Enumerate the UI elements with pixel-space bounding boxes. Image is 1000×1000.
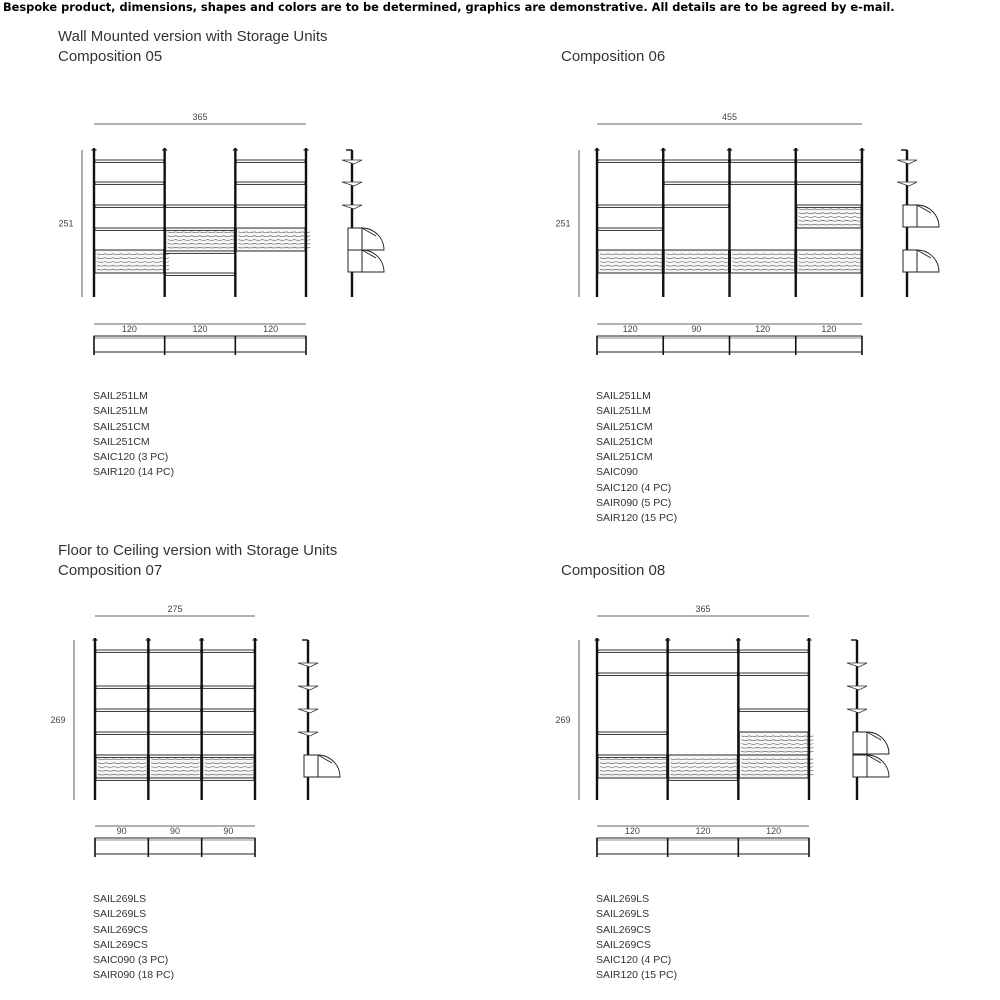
side-view-storage-unit	[348, 228, 362, 250]
side-view-door-swing	[362, 250, 384, 272]
height-label: 269	[555, 715, 571, 725]
side-view-shelf	[298, 686, 318, 690]
product-code: SAIR090 (18 PC)	[93, 969, 175, 982]
side-view-shelf	[298, 709, 318, 713]
product-code: SAIC120 (4 PC)	[596, 481, 672, 494]
shelf	[203, 709, 254, 711]
product-code: SAIL251CM	[596, 435, 653, 448]
shelf	[598, 205, 662, 207]
shelf	[669, 778, 738, 780]
side-view-shelf	[847, 686, 867, 690]
shelf	[203, 778, 254, 780]
product-code: SAIL251LM	[93, 390, 148, 402]
shelf	[797, 205, 861, 207]
shelf	[598, 228, 662, 230]
shelf	[149, 686, 200, 688]
shelf	[95, 182, 164, 184]
composition-08-code-list	[596, 892, 677, 984]
composition-06-title: Composition 06	[561, 48, 666, 65]
shelf	[236, 182, 305, 184]
side-view-storage-unit	[348, 250, 362, 272]
side-view-door-swing	[917, 250, 939, 272]
plan-view-outline	[95, 838, 255, 854]
product-code: SAIL251LM	[596, 405, 651, 418]
side-view-storage-unit	[903, 205, 917, 227]
shelf	[166, 228, 235, 230]
shelf	[96, 755, 147, 757]
side-view-shelf	[298, 663, 318, 667]
product-code: SAIL251LM	[93, 405, 148, 418]
composition-08-title: Composition 08	[561, 562, 666, 579]
side-view-shelf	[847, 709, 867, 713]
module-width-label: 120	[622, 324, 638, 334]
shelf	[731, 182, 795, 184]
shelf	[96, 709, 147, 711]
product-code: SAIL269LS	[596, 908, 650, 921]
product-code: SAIR090 (5 PC)	[596, 497, 672, 510]
product-code: SAIL269CS	[93, 938, 148, 951]
side-view-storage-unit	[304, 755, 318, 777]
side-view-storage-unit	[853, 755, 867, 777]
side-view-shelf	[897, 182, 917, 186]
composition-05-drawing	[40, 100, 460, 360]
composition-07-heading	[58, 541, 337, 581]
side-view-shelf	[342, 182, 362, 186]
shelf	[96, 686, 147, 688]
shelf	[149, 732, 200, 734]
module-width-label: 90	[116, 826, 127, 836]
product-code: SAIC090 (3 PC)	[93, 954, 169, 967]
shelf	[236, 205, 305, 207]
module-width-label: 120	[263, 324, 279, 334]
product-code: SAIR120 (15 PC)	[596, 512, 678, 525]
product-code: SAIL251CM	[93, 420, 150, 433]
product-code: SAIL251CM	[596, 420, 653, 433]
product-code: SAIC120 (3 PC)	[93, 451, 169, 464]
side-view-shelf	[897, 160, 917, 164]
side-view-door-swing	[867, 755, 889, 777]
shelf	[669, 650, 738, 652]
side-view-shelf	[847, 663, 867, 667]
shelf	[166, 251, 235, 253]
side-view-storage-unit	[903, 250, 917, 272]
shelf	[598, 755, 667, 757]
product-code: SAIL269CS	[93, 923, 148, 936]
plan-view-outline	[597, 838, 809, 854]
composition-06-code-list	[596, 389, 677, 527]
composition-05-title: Composition 05	[58, 48, 163, 65]
shelf	[166, 273, 235, 275]
shelf	[598, 650, 667, 652]
shelf	[731, 160, 795, 162]
height-label: 251	[58, 218, 74, 229]
composition-08-heading	[561, 561, 665, 581]
product-code: SAIL269CS	[596, 938, 651, 951]
total-width-label: 365	[192, 112, 208, 122]
product-code: SAIL251CM	[93, 435, 150, 448]
section-title-floor-to-ceiling: Floor to Ceiling version with Storage Units	[58, 542, 338, 559]
plan-view-outline	[94, 336, 306, 352]
shelf	[95, 205, 164, 207]
composition-06-heading	[561, 47, 665, 67]
composition-08-drawing	[545, 592, 975, 862]
shelf	[149, 778, 200, 780]
shelf	[96, 778, 147, 780]
module-width-label: 120	[821, 324, 837, 334]
shelf	[739, 709, 808, 711]
product-code: SAIL269CS	[596, 923, 651, 936]
shelf	[149, 755, 200, 757]
shelf	[664, 205, 728, 207]
product-code: SAIC120 (4 PC)	[596, 954, 672, 967]
composition-07-code-list	[93, 892, 174, 984]
shelf	[95, 160, 164, 162]
composition-07-title: Composition 07	[58, 562, 163, 579]
total-width-label: 275	[167, 604, 183, 614]
module-width-label: 120	[755, 324, 771, 334]
side-view-shelf	[342, 205, 362, 209]
composition-07-drawing	[40, 592, 460, 862]
module-width-label: 90	[223, 826, 234, 836]
shelf	[598, 673, 667, 675]
shelf	[669, 673, 738, 675]
side-view-door-swing	[362, 228, 384, 250]
composition-05-code-list	[93, 389, 174, 481]
product-code: SAIL269LS	[93, 893, 147, 905]
module-width-label: 120	[121, 324, 137, 334]
shelf	[739, 673, 808, 675]
side-view-storage-unit	[853, 732, 867, 754]
shelf	[166, 205, 235, 207]
product-code: SAIL269LS	[93, 908, 147, 921]
shelf	[96, 732, 147, 734]
product-code: SAIC090	[596, 466, 639, 479]
side-view-door-swing	[318, 755, 340, 777]
total-width-label: 365	[695, 604, 711, 614]
module-width-label: 120	[624, 826, 640, 836]
product-code: SAIR120 (15 PC)	[596, 969, 678, 982]
composition-05-heading	[58, 27, 328, 67]
shelf	[95, 228, 164, 230]
module-width-label: 120	[695, 826, 711, 836]
shelf	[797, 182, 861, 184]
height-label: 251	[555, 218, 571, 229]
module-width-label: 120	[766, 826, 782, 836]
shelf	[664, 182, 728, 184]
module-width-label: 120	[192, 324, 208, 334]
product-code: SAIR120 (14 PC)	[93, 466, 175, 479]
shelf	[797, 160, 861, 162]
shelf	[203, 732, 254, 734]
shelf	[149, 709, 200, 711]
shelf	[664, 160, 728, 162]
shelf	[739, 650, 808, 652]
module-width-label: 90	[169, 826, 181, 836]
product-code: SAIL251CM	[596, 451, 653, 464]
product-code: SAIL269LS	[596, 893, 650, 905]
shelf	[203, 686, 254, 688]
shelf	[598, 732, 667, 734]
shelf	[236, 160, 305, 162]
height-label: 269	[50, 715, 66, 725]
shelf	[598, 160, 662, 162]
shelf	[203, 755, 254, 757]
shelf	[149, 650, 200, 652]
total-width-label: 455	[721, 112, 738, 122]
disclaimer-notice: Bespoke product, dimensions, shapes and colors are to be determined, graphics are demonstrative. All details are to be agreed by e-mail.	[3, 0, 895, 14]
module-width-label: 90	[691, 324, 702, 334]
side-view-door-swing	[917, 205, 939, 227]
side-view-door-swing	[867, 732, 889, 754]
product-code: SAIL251LM	[596, 390, 651, 402]
shelf	[203, 650, 254, 652]
section-title-wall-mounted: Wall Mounted version with Storage Units	[58, 28, 328, 45]
side-view-shelf	[298, 732, 318, 736]
composition-06-drawing	[545, 100, 975, 360]
side-view-shelf	[342, 160, 362, 164]
shelf	[96, 650, 147, 652]
